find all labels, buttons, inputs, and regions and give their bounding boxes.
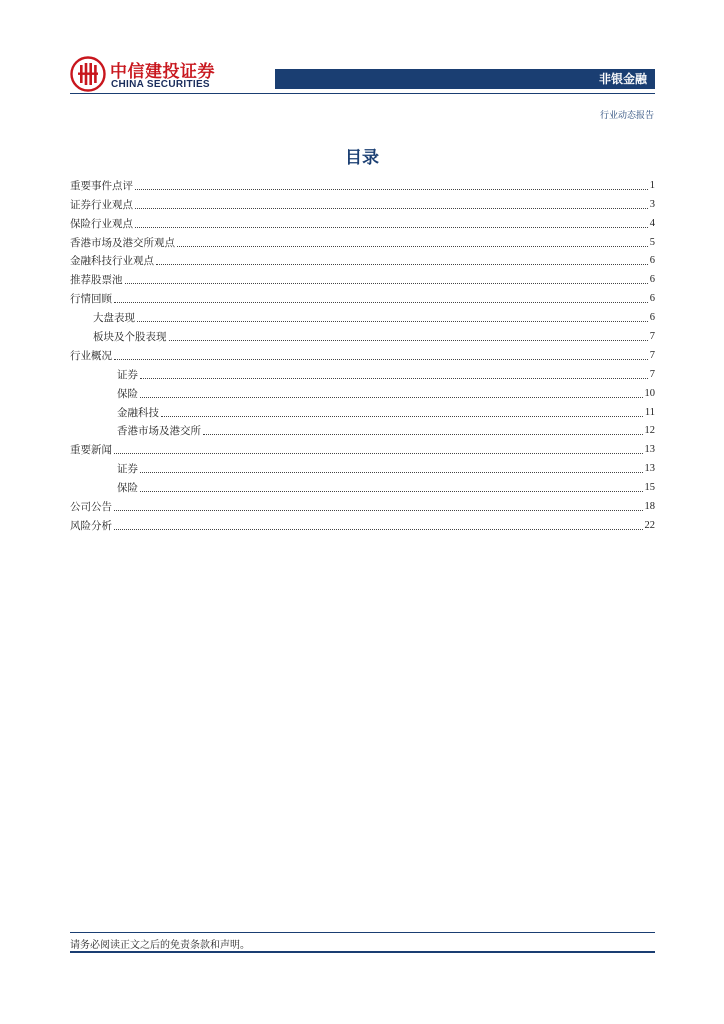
toc-entry[interactable]	[70, 193, 655, 212]
toc-entry[interactable]	[70, 344, 655, 363]
logo-english-name: CHINA SECURITIES	[111, 79, 210, 90]
toc-dot-leader	[156, 264, 648, 265]
toc-entry-label: 证券	[117, 463, 138, 476]
toc-entry-label: 香港市场及港交所	[117, 425, 201, 438]
toc-dot-leader	[114, 529, 643, 530]
toc-entry-label: 板块及个股表现	[93, 331, 167, 344]
toc-dot-leader	[140, 397, 643, 398]
toc-entry-label: 重要新闻	[70, 444, 112, 457]
toc-entry[interactable]	[70, 174, 655, 193]
toc-entry[interactable]	[70, 306, 655, 325]
toc-entry[interactable]	[70, 231, 655, 250]
footer-disclaimer: 请务必阅读正文之后的免责条款和声明。	[70, 940, 250, 951]
toc-entry-page: 12	[644, 425, 655, 437]
footer-divider	[70, 932, 655, 933]
toc-entry[interactable]	[70, 268, 655, 287]
toc-entry-label: 保险	[117, 482, 138, 495]
toc-entry-page: 6	[649, 312, 655, 324]
toc-dot-leader	[135, 227, 648, 228]
toc-entry[interactable]	[70, 212, 655, 231]
toc-entry[interactable]	[70, 438, 655, 457]
toc-dot-leader	[203, 434, 643, 435]
toc-entry-page: 13	[644, 444, 655, 456]
toc-entry-page: 6	[649, 255, 655, 267]
toc-dot-leader	[114, 453, 643, 454]
toc-entry-page: 22	[644, 519, 655, 531]
company-logo	[70, 56, 230, 94]
toc-entry-page: 10	[644, 387, 655, 399]
toc-entry-label: 证券行业观点	[70, 198, 133, 211]
toc-entry-page: 13	[644, 463, 655, 475]
toc-entry-page: 7	[649, 368, 655, 380]
toc-dot-leader	[135, 189, 648, 190]
table-of-contents	[70, 174, 655, 533]
toc-entry[interactable]	[70, 476, 655, 495]
toc-entry[interactable]	[70, 382, 655, 401]
toc-dot-leader	[114, 302, 648, 303]
toc-entry-label: 推荐股票池	[70, 274, 123, 287]
toc-entry-label: 香港市场及港交所观点	[70, 236, 175, 249]
toc-entry[interactable]	[70, 287, 655, 306]
toc-dot-leader	[137, 321, 648, 322]
toc-entry-page: 15	[644, 482, 655, 494]
toc-entry-page: 5	[649, 236, 655, 248]
toc-entry-label: 大盘表现	[93, 312, 135, 325]
footer-bottom-rule	[70, 951, 655, 953]
logo-chinese-name: 中信建投证券	[110, 62, 215, 82]
toc-dot-leader	[125, 283, 648, 284]
toc-entry[interactable]	[70, 250, 655, 269]
toc-dot-leader	[177, 246, 648, 247]
toc-entry-label: 保险	[117, 387, 138, 400]
toc-entry-page: 1	[649, 179, 655, 191]
toc-dot-leader	[140, 472, 643, 473]
toc-entry-page: 18	[644, 501, 655, 513]
toc-entry[interactable]	[70, 325, 655, 344]
toc-entry-page: 6	[649, 293, 655, 305]
toc-entry-label: 金融科技	[117, 406, 159, 419]
toc-dot-leader	[140, 491, 643, 492]
toc-entry-label: 风险分析	[70, 519, 112, 532]
toc-dot-leader	[114, 359, 648, 360]
toc-entry[interactable]	[70, 363, 655, 382]
toc-entry-page: 11	[644, 406, 655, 418]
china-securities-logo-icon	[70, 56, 106, 92]
toc-entry-label: 行情回顾	[70, 293, 112, 306]
toc-entry-page: 7	[649, 349, 655, 361]
toc-entry[interactable]	[70, 457, 655, 476]
sector-label: 非银金融	[598, 72, 647, 86]
toc-title: 目录	[345, 148, 379, 168]
toc-entry[interactable]	[70, 495, 655, 514]
toc-dot-leader	[135, 208, 648, 209]
toc-entry-page: 7	[649, 331, 655, 343]
toc-entry-page: 6	[649, 274, 655, 286]
header-divider	[70, 93, 655, 94]
toc-dot-leader	[169, 340, 648, 341]
report-type-label: 行业动态报告	[599, 111, 654, 121]
toc-dot-leader	[140, 378, 648, 379]
toc-entry-page: 3	[649, 198, 655, 210]
toc-entry-page: 4	[649, 217, 655, 229]
toc-entry-label: 重要事件点评	[70, 179, 133, 192]
toc-entry-label: 公司公告	[70, 501, 112, 514]
toc-entry[interactable]	[70, 514, 655, 533]
toc-entry-label: 保险行业观点	[70, 217, 133, 230]
toc-entry[interactable]	[70, 420, 655, 439]
toc-entry-label: 证券	[117, 368, 138, 381]
toc-dot-leader	[161, 416, 643, 417]
header-bar	[275, 69, 655, 89]
toc-entry[interactable]	[70, 401, 655, 420]
toc-entry-label: 金融科技行业观点	[70, 255, 154, 268]
toc-entry-label: 行业概况	[70, 349, 112, 362]
toc-dot-leader	[114, 510, 643, 511]
